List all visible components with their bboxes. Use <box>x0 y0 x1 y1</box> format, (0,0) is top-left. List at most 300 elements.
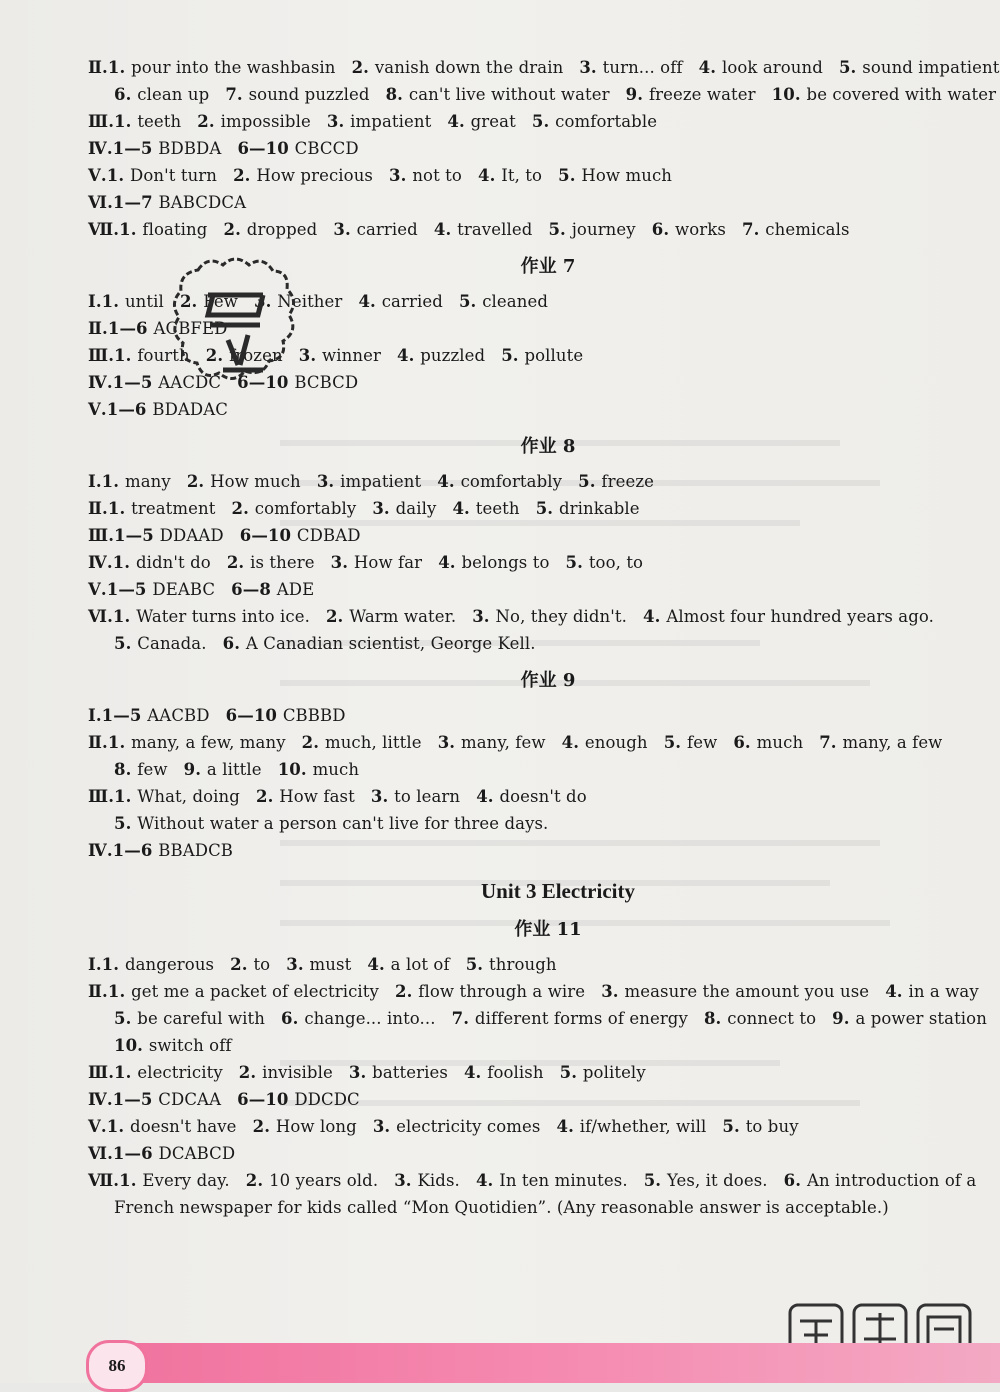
item-number: 7. <box>819 733 843 752</box>
answer-line <box>88 1113 968 1140</box>
item-number: 1. <box>114 112 138 131</box>
answer-text: No, they didn't. <box>495 607 627 626</box>
section-numeral: Ⅱ. <box>88 499 108 518</box>
answer-text: different forms of energy <box>474 1009 688 1028</box>
item-number: 2. <box>231 499 255 518</box>
item-number: 3. <box>333 220 357 239</box>
answer-text: comfortable <box>555 112 658 131</box>
item-number: 8. <box>703 1009 728 1028</box>
answer-text: Neither <box>277 292 343 311</box>
answer-text: until <box>124 292 164 311</box>
answer-line <box>88 1059 968 1086</box>
answer-text: daily <box>395 499 437 518</box>
answer-line <box>88 1167 977 1194</box>
answer-text: What, doing <box>137 787 240 806</box>
answer-text: Warm water. <box>349 607 457 626</box>
answer-text: many, a few, many <box>131 733 286 752</box>
answer-line <box>88 162 968 189</box>
answer-text: much <box>756 733 804 752</box>
item-number: 4. <box>476 787 500 806</box>
item-number: 5. <box>559 1063 583 1082</box>
answer-text: belongs to <box>461 553 550 572</box>
answer-text: comfortably <box>254 499 357 518</box>
page-number: 86 <box>86 1340 148 1392</box>
answer-text: electricity <box>137 1063 223 1082</box>
answer-text: Few <box>203 292 238 311</box>
item-number: 3. <box>316 472 341 491</box>
answer-text: if/whether, will <box>579 1117 707 1136</box>
section-numeral: Ⅱ. <box>88 733 108 752</box>
item-number: 3. <box>372 1117 397 1136</box>
item-number: 3. <box>348 1063 373 1082</box>
answer-line <box>88 396 968 423</box>
item-number: 8. <box>114 760 138 779</box>
answer-text: is there <box>250 553 315 572</box>
answer-text: not to <box>412 166 462 185</box>
answer-text: How fast <box>279 787 355 806</box>
item-number: 1. <box>112 607 137 626</box>
item-number: 1—6 <box>106 400 153 419</box>
answer-line <box>88 729 968 756</box>
answer-line <box>88 630 968 657</box>
answer-text: winner <box>322 346 381 365</box>
answer-text: Almost four hundred years ago. <box>666 607 934 626</box>
answer-text: get me a packet of electricity <box>131 982 379 1001</box>
section-numeral: Ⅳ. <box>88 373 113 392</box>
answer-text: How precious <box>256 166 373 185</box>
answer-line <box>88 135 968 162</box>
item-number: 6—10 <box>237 373 295 392</box>
answer-text: few <box>687 733 718 752</box>
answer-text: clean up <box>137 85 210 104</box>
answer-text: journey <box>571 220 636 239</box>
section-numeral: Ⅲ. <box>88 787 115 806</box>
item-number: 3. <box>437 733 461 752</box>
answer-line <box>88 495 968 522</box>
answer-text: An introduction of a <box>806 1171 977 1190</box>
item-number: 1—5 <box>112 373 159 392</box>
item-number: 7. <box>742 220 766 239</box>
answer-text: How much <box>210 472 301 491</box>
item-number: 6—8 <box>231 580 277 599</box>
item-number: 1. <box>114 1063 138 1082</box>
answer-text: Kids. <box>417 1171 460 1190</box>
item-number: 9. <box>625 85 649 104</box>
answer-line <box>88 1140 968 1167</box>
item-number: 6. <box>222 634 246 653</box>
item-number: 4. <box>885 982 909 1001</box>
answer-text: can't live without water <box>408 85 610 104</box>
answer-text: a little <box>206 760 262 779</box>
answer-line <box>88 54 1000 81</box>
item-number: 5. <box>458 292 483 311</box>
answer-text: BABCDCA <box>158 193 247 212</box>
item-number: 1—5 <box>112 139 159 158</box>
item-number: 1. <box>107 982 132 1001</box>
item-number: 2. <box>301 733 325 752</box>
item-number: 5. <box>531 112 556 131</box>
item-number: 6—10 <box>237 139 295 158</box>
answer-text: puzzled <box>420 346 486 365</box>
answer-text: pollute <box>524 346 584 365</box>
answer-line <box>88 369 968 396</box>
answer-text: dangerous <box>124 955 215 974</box>
section-numeral: Ⅱ. <box>88 58 108 77</box>
item-number: 1—6 <box>112 1144 159 1163</box>
item-number: 2. <box>238 1063 263 1082</box>
item-number: 1. <box>119 1171 143 1190</box>
answer-text: through <box>489 955 557 974</box>
answer-text: many, a few <box>842 733 943 752</box>
item-number: 1—5 <box>106 580 153 599</box>
answer-text: BBADCB <box>158 841 234 860</box>
unit-title: Unit 3 Electricity <box>481 879 635 903</box>
answer-line <box>88 756 968 783</box>
answer-text: too, to <box>588 553 644 572</box>
answer-text: How much <box>581 166 673 185</box>
answer-text: cleaned <box>482 292 548 311</box>
answer-text: be covered with water <box>806 85 997 104</box>
section-numeral: Ⅱ. <box>88 319 108 338</box>
item-number: 2. <box>233 166 257 185</box>
item-number: 4. <box>438 553 462 572</box>
answer-text: a power station <box>855 1009 987 1028</box>
item-number: 4. <box>396 346 421 365</box>
item-number: 6—10 <box>225 706 283 725</box>
answer-text: travelled <box>457 220 533 239</box>
item-number: 2. <box>395 982 419 1001</box>
item-number: 2. <box>179 292 204 311</box>
answer-text: frozen <box>229 346 283 365</box>
answer-text: to buy <box>745 1117 799 1136</box>
item-number: 1. <box>101 472 125 491</box>
answer-text: teeth <box>137 112 182 131</box>
answer-line <box>88 702 968 729</box>
answer-line <box>88 288 968 315</box>
item-number: 8. <box>385 85 409 104</box>
item-number: 1. <box>101 955 125 974</box>
answer-text: dropped <box>246 220 318 239</box>
answer-line <box>88 810 968 837</box>
item-number: 3. <box>579 58 603 77</box>
section-heading: 作业 9 <box>520 670 576 691</box>
answer-text: How long <box>275 1117 357 1136</box>
section-numeral: Ⅵ. <box>88 607 113 626</box>
answer-text: connect to <box>727 1009 817 1028</box>
answer-text: doesn't have <box>130 1117 237 1136</box>
footer-bar <box>118 1343 1000 1383</box>
item-number: 2. <box>186 472 211 491</box>
item-number: 2. <box>255 787 280 806</box>
item-number: 5. <box>722 1117 746 1136</box>
item-number: 3. <box>326 112 351 131</box>
answer-line <box>88 342 968 369</box>
answer-text: many <box>124 472 171 491</box>
answer-text: must <box>309 955 352 974</box>
answer-line <box>88 1032 968 1059</box>
answer-text: enough <box>584 733 648 752</box>
answer-line <box>88 549 968 576</box>
answer-text: drinkable <box>558 499 640 518</box>
item-number: 4. <box>475 1171 500 1190</box>
answer-line <box>88 468 968 495</box>
answer-text: 10 years old. <box>269 1171 379 1190</box>
answer-text: few <box>137 760 168 779</box>
item-number: 1. <box>107 499 132 518</box>
answer-text: be careful with <box>137 1009 265 1028</box>
item-number: 5. <box>535 499 559 518</box>
item-number: 1. <box>112 553 136 572</box>
item-number: 3. <box>601 982 625 1001</box>
answer-text: invisible <box>262 1063 333 1082</box>
answer-text: A Canadian scientist, George Kell. <box>245 634 536 653</box>
answer-text: Yes, it does. <box>667 1171 768 1190</box>
section-numeral: Ⅲ. <box>88 526 115 545</box>
item-number: 1. <box>114 346 138 365</box>
section-heading: 作业 11 <box>514 919 582 940</box>
item-number: 2. <box>252 1117 276 1136</box>
item-number: 9. <box>832 1009 856 1028</box>
answer-text: doesn't do <box>499 787 587 806</box>
item-number: 2. <box>245 1171 270 1190</box>
item-number: 5. <box>565 553 589 572</box>
answer-line <box>88 1005 987 1032</box>
answer-text: impossible <box>220 112 311 131</box>
item-number: 1. <box>114 787 138 806</box>
answer-text: didn't do <box>135 553 211 572</box>
section-numeral: Ⅰ. <box>88 706 102 725</box>
answer-text: change... into... <box>304 1009 436 1028</box>
answer-text: CDBAD <box>296 526 361 545</box>
answer-text: DDCDC <box>294 1090 360 1109</box>
answer-text: chemicals <box>765 220 850 239</box>
answer-text: CBCCD <box>294 139 359 158</box>
item-number: 1. <box>106 166 131 185</box>
answer-text: fourth <box>137 346 190 365</box>
item-number: 6. <box>783 1171 807 1190</box>
answer-text: politely <box>582 1063 646 1082</box>
answer-line <box>88 522 968 549</box>
answer-text: Don't turn <box>130 166 218 185</box>
answer-text: flow through a wire <box>418 982 586 1001</box>
item-number: 2. <box>223 220 247 239</box>
answer-text: works <box>675 220 726 239</box>
item-number: 5. <box>838 58 863 77</box>
answer-line <box>88 189 968 216</box>
section-numeral: Ⅶ. <box>88 220 120 239</box>
item-number: 6. <box>281 1009 305 1028</box>
item-number: 2. <box>205 346 230 365</box>
item-number: 4. <box>561 733 585 752</box>
section-numeral: Ⅵ. <box>88 193 113 212</box>
item-number: 2. <box>230 955 254 974</box>
answer-key-content <box>88 54 1000 1221</box>
answer-text: ACBFED <box>153 319 228 338</box>
answer-line <box>88 1086 968 1113</box>
item-number: 6—10 <box>237 1090 295 1109</box>
item-number: 1. <box>106 1117 131 1136</box>
answer-line <box>88 108 968 135</box>
item-number: 3. <box>372 499 396 518</box>
section-numeral: Ⅰ. <box>88 955 102 974</box>
item-number: 4. <box>358 292 382 311</box>
item-number: 5. <box>643 1171 667 1190</box>
item-number: 7. <box>225 85 249 104</box>
item-number: 10. <box>277 760 313 779</box>
answer-text: measure the amount you use <box>624 982 870 1001</box>
answer-text: impatient <box>340 472 422 491</box>
item-number: 6—10 <box>239 526 297 545</box>
answer-text: In ten minutes. <box>499 1171 628 1190</box>
item-number: 4. <box>477 166 502 185</box>
item-number: 5. <box>558 166 582 185</box>
answer-text: BCBCD <box>294 373 359 392</box>
answer-line <box>88 951 968 978</box>
answer-line <box>88 81 997 108</box>
section-numeral: Ⅰ. <box>88 472 102 491</box>
item-number: 4. <box>367 955 391 974</box>
answer-text: many, few <box>460 733 546 752</box>
section-numeral: Ⅴ. <box>88 1117 107 1136</box>
answer-text: DCABCD <box>158 1144 236 1163</box>
answer-text: BDADAC <box>152 400 228 419</box>
section-numeral: Ⅳ. <box>88 553 113 572</box>
section-heading: 作业 7 <box>520 256 576 277</box>
answer-text: How far <box>353 553 423 572</box>
item-number: 10. <box>771 85 807 104</box>
item-number: 5. <box>465 955 489 974</box>
answer-text: It, to <box>501 166 543 185</box>
answer-text: switch off <box>148 1036 232 1055</box>
item-number: 1—6 <box>112 841 159 860</box>
answer-text: teeth <box>475 499 520 518</box>
answer-text: vanish down the drain <box>374 58 564 77</box>
item-number: 4. <box>433 220 458 239</box>
answer-text: pour into the washbasin <box>131 58 336 77</box>
answer-line <box>88 978 979 1005</box>
item-number: 6. <box>733 733 757 752</box>
answer-text: Water turns into ice. <box>136 607 310 626</box>
answer-text: freeze <box>601 472 654 491</box>
item-number: 5. <box>114 1009 138 1028</box>
item-number: 3. <box>370 787 395 806</box>
answer-text: Without water a person can't live for three days. <box>137 814 549 833</box>
answer-text: treatment <box>131 499 216 518</box>
answer-text: impatient <box>350 112 432 131</box>
item-number: 5. <box>501 346 525 365</box>
answer-text: sound impatient <box>862 58 1000 77</box>
item-number: 4. <box>698 58 722 77</box>
item-number: 3. <box>389 166 413 185</box>
section-numeral: Ⅳ. <box>88 841 113 860</box>
item-number: 4. <box>643 607 667 626</box>
answer-text: comfortably <box>460 472 563 491</box>
answer-text: turn... off <box>602 58 683 77</box>
section-numeral: Ⅴ. <box>88 580 107 599</box>
section-numeral: Ⅳ. <box>88 139 113 158</box>
answer-text: carried <box>381 292 443 311</box>
answer-text: to learn <box>394 787 461 806</box>
answer-text: DDAAD <box>159 526 224 545</box>
section-numeral: Ⅰ. <box>88 292 102 311</box>
answer-text: Canada. <box>137 634 207 653</box>
item-number: 5. <box>578 472 602 491</box>
item-number: 6. <box>651 220 676 239</box>
answer-text: batteries <box>372 1063 448 1082</box>
item-number: 4. <box>437 472 461 491</box>
answer-line <box>88 837 968 864</box>
answer-line <box>88 603 968 630</box>
item-number: 1—7 <box>112 193 159 212</box>
item-number: 5. <box>114 814 138 833</box>
answer-text: French newspaper for kids called “Mon Quotidien”. (Any reasonable answer is acceptable.) <box>114 1198 889 1217</box>
answer-text: electricity comes <box>396 1117 541 1136</box>
item-number: 4. <box>452 499 476 518</box>
item-number: 3. <box>254 292 278 311</box>
item-number: 9. <box>183 760 207 779</box>
answer-text: BDBDA <box>158 139 222 158</box>
answer-text: AACDC <box>158 373 222 392</box>
item-number: 4. <box>447 112 471 131</box>
item-number: 5. <box>114 634 138 653</box>
answer-text: freeze water <box>648 85 756 104</box>
item-number: 1—5 <box>101 706 148 725</box>
item-number: 3. <box>330 553 354 572</box>
item-number: 1. <box>107 58 132 77</box>
item-number: 7. <box>451 1009 475 1028</box>
answer-text: sound puzzled <box>248 85 370 104</box>
section-numeral: Ⅴ. <box>88 400 107 419</box>
answer-text: DEABC <box>152 580 216 599</box>
answer-line <box>88 576 968 603</box>
section-heading: 作业 8 <box>520 436 576 457</box>
item-number: 2. <box>197 112 221 131</box>
item-number: 1. <box>119 220 143 239</box>
section-numeral: Ⅳ. <box>88 1090 113 1109</box>
answer-text: much <box>312 760 360 779</box>
answer-text: in a way <box>908 982 979 1001</box>
item-number: 3. <box>394 1171 418 1190</box>
answer-text: Every day. <box>142 1171 230 1190</box>
section-numeral: Ⅱ. <box>88 982 108 1001</box>
item-number: 1. <box>107 733 132 752</box>
answer-text: carried <box>356 220 418 239</box>
item-number: 1—6 <box>107 319 154 338</box>
answer-text: ADE <box>276 580 315 599</box>
answer-line <box>88 783 968 810</box>
item-number: 4. <box>463 1063 488 1082</box>
item-number: 5. <box>548 220 572 239</box>
answer-line <box>88 315 968 342</box>
item-number: 3. <box>298 346 323 365</box>
item-number: 5. <box>663 733 687 752</box>
item-number: 6. <box>114 85 138 104</box>
answer-line <box>88 216 968 243</box>
item-number: 2. <box>325 607 350 626</box>
answer-text: CDCAA <box>158 1090 222 1109</box>
item-number: 1—5 <box>112 1090 159 1109</box>
item-number: 4. <box>556 1117 580 1136</box>
answer-text: look around <box>721 58 823 77</box>
section-numeral: Ⅲ. <box>88 112 115 131</box>
answer-text: to <box>253 955 271 974</box>
answer-text: foolish <box>487 1063 544 1082</box>
item-number: 1—5 <box>114 526 160 545</box>
answer-text: much, little <box>324 733 422 752</box>
section-numeral: Ⅶ. <box>88 1171 120 1190</box>
section-numeral: Ⅴ. <box>88 166 107 185</box>
answer-text: great <box>470 112 516 131</box>
